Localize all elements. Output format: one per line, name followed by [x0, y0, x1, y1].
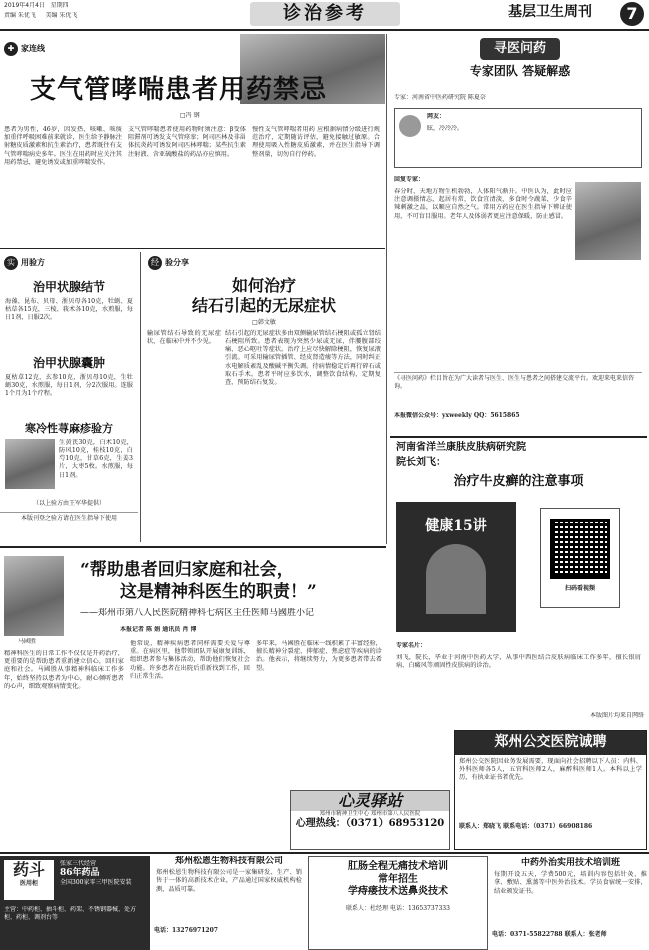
footer-note: 本版图片均来自网络: [589, 712, 644, 719]
issue-weekday: 星期四: [50, 2, 69, 9]
psych-quote-1: “帮助患者回归家庭和社会，: [80, 560, 294, 580]
tcm-ad: [492, 856, 649, 950]
page-number: 7: [620, 2, 644, 26]
recipe-title-2: 治甲状腺囊肿: [32, 356, 105, 370]
card-text: 刘飞，院长，毕业于河南中医药大学，从事中西医结合皮肤病临床工作多年，擅长银屑病、白癜风等顽固性皮肤病的诊治。: [396, 654, 641, 670]
expert-photo: [575, 182, 641, 260]
stone-author: □韩文敏: [252, 319, 276, 326]
cure-tag: 实 用验方: [0, 252, 138, 274]
director-name: 院长刘飞：: [396, 456, 446, 468]
psych-col-3: 多年来，马國胜在临床一线积累了丰富经验，擅长精神分裂症、抑郁症、焦虑症等疾病的诊治。他表示，将继续努力，为更多患者带去希望。: [256, 640, 382, 672]
psych-col-1: 精神科医生的日常工作不仅仅是开药治疗，更重要的是帮助患者重新建立信心，回归家庭和社会。马國胜从事精神科临床工作多年，始终坚持以患者为中心，耐心倾听患者的心声，细致观察病情变化。: [4, 650, 124, 690]
stone-title-1: 如何治疗: [231, 276, 296, 295]
recruit-text: 郑州公交医院因业务发展需要，现面向社会招聘以下人员：内科、外科医师各5人，五官科医师2人，麻醉科医师1人。本科以上学历，有执业证书者优先。: [459, 757, 642, 781]
psych-subtitle: ——郑州市第八人民医院精神科七病区主任医师马國胜小记: [80, 608, 315, 618]
pharmacy-logo: 药斗 医用柜: [4, 860, 54, 900]
recipe-photo: [5, 439, 55, 489]
question-avatar: [399, 115, 421, 137]
stone-tag: 经 验分享: [144, 252, 384, 274]
asthma-col-1: 患者为男性，46岁，因发热、咳嗽、咳痰加重伴呼吸困难前来就诊，医生给予静脉注射糖皮质激素和抗生素治疗，患者既往有支气管哮喘病史多年。医生在用药时应关注其用药禁忌，避免诱发或加重哮喘发作。: [4, 126, 122, 166]
hospital-name: 河南省洋兰康肤皮肤病研究院: [396, 442, 526, 453]
answer-label: 回复专家：: [394, 176, 425, 183]
book-title: 健康15讲: [425, 518, 487, 534]
biotech-ad: [154, 856, 304, 950]
editor: 责编 朱优飞: [4, 12, 36, 19]
tag-icon: ✚: [4, 42, 18, 56]
psych-article: [0, 550, 386, 790]
ad-headline: 治疗牛皮癣的注意事项: [453, 474, 584, 489]
psych-quote-2: 这是精神科医生的职责！”: [120, 582, 317, 602]
answer-text: 春分时，天地万物生机勃勃，人体阳气渐升。中医认为，此时应注意调摄情志，起居有常，饮食宜清淡，多食时令蔬菜，少食辛辣刺激之品，以顺应自然之气。常用方药应在医生指导下辨证使用，不可盲目服用。老年人及体弱者更应注意保暖，防止感冒。: [394, 188, 572, 220]
expert-label: 专家：河南省中医药研究院 陈夏奈: [394, 94, 486, 101]
recruit-ad: [454, 730, 647, 850]
stone-col-2: 结石引起的无尿症状多由双侧输尿管结石梗阻或孤立肾结石梗阻所致。患者表现为突然少尿或无尿，伴腰腹部绞痛、恶心呕吐等症状。治疗上应尽快解除梗阻，恢复尿液引流。可采用输尿管插管、经皮肾造瘘等方法，同时纠正水电解质紊乱及酸碱平衡失调。待病情稳定后再行碎石或取石手术。患者平时应多饮水，调整饮食结构，定期复查，预防结石复发。: [225, 329, 381, 386]
biotech-text: 郑州松恩生物科技有限公司是一家集研发、生产、销售于一体的高新技术企业，产品通过国家权威机构检测，品质可靠。: [156, 869, 302, 893]
xinling-brand: 心灵驿站: [291, 791, 449, 811]
cure-recipes: [0, 252, 138, 542]
header-rule: [0, 29, 649, 31]
doctor-caption: 马國胜: [18, 638, 37, 645]
xinling-banner: [290, 790, 450, 850]
training-contact: 联系人：杜经理 电话：13653737333: [346, 904, 450, 912]
column-tag: ✚ 家连线: [4, 42, 45, 56]
doctor-photo: [4, 556, 64, 636]
ask-banner-sub: 专家团队 答疑解惑: [469, 64, 571, 78]
designer: 美编 朱优飞: [45, 12, 78, 19]
training-title-3: 学痔瘘技术送鼻炎技术: [348, 886, 448, 897]
stone-columns: [144, 330, 384, 530]
book-figure: [426, 544, 486, 614]
paper-name: 基层卫生周刊: [508, 4, 592, 20]
card-label: 专家名片：: [396, 642, 427, 649]
section-title: 诊治参考: [250, 2, 400, 26]
divider: [0, 248, 385, 249]
recipe-text-3: 生黄芪30克，白术10克，防风10克，桂枝10克，白芍10克，甘草6克，生姜3片，大枣5枚。水煎服，每日1剂。: [59, 438, 133, 479]
pharmacy-ad: [0, 856, 150, 950]
stone-article: [144, 252, 384, 542]
qr-code[interactable]: [550, 519, 610, 579]
recipe-credit: （以上验方由王军华提供）: [32, 499, 105, 507]
training-title-1: 肛肠全程无痛技术培训: [348, 861, 448, 872]
biotech-company: 郑州松恩生物科技有限公司: [174, 856, 283, 866]
recipe-title-3: 寒冷性荨麻疹验方: [25, 422, 113, 435]
biotech-contact: 电话：13276971207: [154, 927, 218, 935]
asthma-col-3: 慢性支气管哮喘者用药 应根据病情分级进行规范治疗，定期随访评估，避免接触过敏原。合理使用吸入性糖皮质激素，并在医生指导下调整剂量，切勿自行停药。: [252, 126, 380, 158]
qr-label: 扫码看视频: [564, 585, 595, 592]
issue-date: 2019年4月4日: [4, 2, 45, 9]
divider: [140, 252, 141, 542]
tcm-text: 每期开设五天，学费500元，培训内容包括针灸、推拿、敷贴、熏蒸等中医外治技术。学员食宿统一安排，结业颁发证书。: [494, 871, 647, 895]
training-ad: [308, 856, 488, 950]
training-title-2: 常年招生: [378, 873, 418, 885]
asthma-author: □冯 钢: [180, 112, 200, 119]
xinling-hospital: 郑州市精神卫生中心 郑州市第八人民医院: [319, 811, 421, 817]
ask-contact: 本报微信公众号：yxweekly QQ：5615865: [394, 412, 520, 419]
divider: [386, 34, 387, 544]
ask-doctor-box: [390, 34, 647, 432]
question-box: [394, 108, 642, 168]
tcm-contact: 电话：0371-55822788 联系人：张老师: [492, 931, 607, 939]
recipe-3-row: [0, 436, 138, 500]
xinling-hotline: 心理热线：（0371）68953120: [295, 818, 445, 830]
psych-credit: 本报记者 陈 娟 通讯员 肖 博: [120, 626, 197, 633]
recipe-text-1: 海藻、昆布、贝母、浙贝母各10克，牡蛎、夏枯草各15克，三棱、莪术各10克，水煎服，每日1剂，日服2次。: [5, 298, 133, 322]
ask-footer: 《寻医问药》栏目旨在为广大读者与医生、医生与患者之间搭建交流平台。欢迎来电来信咨询。: [394, 372, 642, 406]
psych-col-2: 他常说，精神疾病患者同样需要关爱与尊重。在病区里，他带领团队开展康复训练，组织患者参与集体活动，帮助他们恢复社会功能。许多患者在出院后重新找到工作，回归正常生活。: [130, 640, 250, 680]
pharmacy-items: 张家三代经营 86年药品 全国300家零三甲医院安装: [60, 860, 132, 887]
recipe-title-1: 治甲状腺结节: [32, 280, 105, 294]
ask-banner: 寻医问药: [480, 38, 560, 60]
recipe-text-2: 夏枯草12克，玄参10克，浙贝母10克，生牡蛎30克，水煎服，每日1剂，分2次服用。连服1个月为1个疗程。: [5, 374, 133, 398]
stone-tag-icon: 经: [148, 256, 162, 270]
header-editor-row: [4, 12, 184, 20]
hospital-ad: [390, 436, 647, 726]
qr-box: [540, 508, 620, 608]
recipe-note: 本版刊登之验方请在医生指导下使用: [0, 512, 138, 523]
divider: [0, 546, 386, 548]
header-date-row: [4, 2, 124, 10]
stone-col-1: 输尿管结石导致的无尿症状，在临床中并不少见。: [147, 329, 221, 345]
recruit-contact: 联系人：郑晓飞 联系电话：（0371）66908186: [459, 822, 593, 830]
recruit-title: 郑州公交医院诚聘: [455, 731, 646, 755]
asthma-headline: 支气管哮喘患者用药禁忌: [30, 75, 328, 105]
stone-title-2: 结石引起的无尿症状: [191, 296, 336, 315]
tcm-title: 中药外治实用技术培训班: [520, 858, 620, 868]
pharmacy-list: 主营：中药柜、抽斗柜、药架、不锈钢器械、处方柜、药柜、调剂台等: [4, 906, 137, 921]
book-cover: [396, 502, 516, 632]
asthma-col-2: 支气管哮喘患者使用药物时须注意：β受体阻滞剂可诱发支气管痉挛；阿司匹林及非甾体抗炎药可诱发阿司匹林哮喘；某些抗生素注射液、含亚硫酸盐的药品亦应慎用。: [128, 126, 246, 158]
asthma-article: [0, 34, 385, 244]
divider: [0, 852, 649, 854]
cure-tag-icon: 实: [4, 256, 18, 270]
question-text: 眩，冷冷冷。: [427, 125, 464, 132]
question-label: 网友：: [427, 113, 446, 120]
